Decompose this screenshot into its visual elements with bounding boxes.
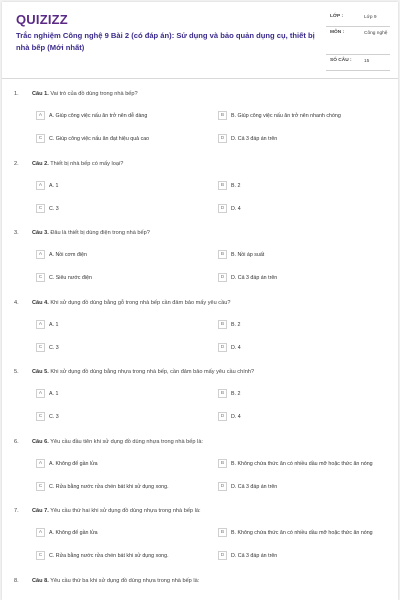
- question-item: [2, 230, 398, 294]
- option-text: A. Không để gần lửa: [49, 460, 98, 467]
- option-text: D. 4: [231, 344, 241, 351]
- option-text: B. 2: [231, 391, 241, 397]
- meta-row-count: [326, 56, 390, 71]
- option-text: C. 3: [49, 205, 59, 212]
- option-text: A. 1: [49, 321, 59, 328]
- option-text: B. Không chứa thức ăn có nhiều dầu mỡ hoặc thức ăn nóng: [231, 530, 373, 536]
- question-number: 7.: [14, 508, 19, 514]
- question-item: [2, 161, 398, 225]
- question-label: Câu 8.: [32, 577, 49, 584]
- option-text: D. Cả 3 đáp án trên: [231, 136, 278, 142]
- option-text: A. Không để gần lửa: [49, 530, 98, 536]
- option-letter-box[interactable]: A: [36, 111, 45, 120]
- option-letter-box[interactable]: C: [36, 482, 45, 491]
- option-letter-box[interactable]: B: [218, 459, 227, 468]
- option-letter-box[interactable]: D: [218, 273, 227, 282]
- option-letter-box[interactable]: A: [36, 459, 45, 468]
- worksheet-title: Trắc nghiệm Công nghệ 9 Bài 2 (có đáp án): Sử dụng và bảo quản dụng cụ, thiết bị nhà bếp (Mới nhất): [16, 31, 315, 52]
- question-item: [2, 578, 398, 600]
- question-text: [32, 161, 372, 167]
- meta-info-box: [326, 10, 390, 74]
- question-text: [32, 300, 372, 306]
- option-letter-box[interactable]: C: [36, 412, 45, 421]
- question-label: Câu 3.: [32, 230, 49, 236]
- option-text: D. Cả 3 đáp án trên: [231, 483, 278, 490]
- option-letter-box[interactable]: C: [36, 134, 45, 143]
- option-letter-box[interactable]: B: [218, 111, 227, 120]
- option-text: B. 2: [231, 321, 241, 328]
- option-letter-box[interactable]: D: [218, 412, 227, 421]
- question-label: Câu 7.: [32, 508, 49, 514]
- question-label: Câu 2.: [32, 160, 49, 167]
- option-letter-box[interactable]: B: [218, 389, 227, 398]
- meta-row-subject: [326, 28, 390, 55]
- question-text: [32, 439, 372, 445]
- option-letter-box[interactable]: D: [218, 482, 227, 491]
- question-number: 8.: [14, 577, 19, 584]
- question-body: Yêu cầu đầu tiên khi sử dụng đồ dùng nhựa trong nhà bếp là:: [48, 438, 203, 445]
- worksheet-page: [2, 2, 398, 600]
- option-text: D. Cả 3 đáp án trên: [231, 553, 278, 559]
- question-text: [32, 369, 372, 375]
- option-letter-box[interactable]: D: [218, 343, 227, 352]
- question-body: Khi sử dụng đồ dùng bằng gỗ trong nhà bếp cần đảm bảo mấy yêu cầu?: [48, 299, 231, 306]
- question-item: [2, 369, 398, 433]
- option-text: B. Không chứa thức ăn có nhiều dầu mỡ hoặc thức ăn nóng: [231, 460, 373, 467]
- meta-value: Công nghệ: [364, 31, 388, 36]
- option-letter-box[interactable]: A: [36, 250, 45, 259]
- question-number: 1.: [14, 91, 19, 97]
- option-letter-box[interactable]: B: [218, 250, 227, 259]
- option-text: C. 3: [49, 344, 59, 351]
- option-letter-box[interactable]: D: [218, 134, 227, 143]
- question-item: [2, 508, 398, 572]
- question-text: [32, 578, 372, 584]
- question-text: [32, 91, 372, 97]
- option-letter-box[interactable]: A: [36, 389, 45, 398]
- meta-value: 15: [364, 59, 370, 64]
- option-letter-box[interactable]: A: [36, 528, 45, 537]
- option-text: B. Nồi áp suất: [231, 252, 265, 258]
- meta-key: LỚP :: [330, 14, 344, 19]
- question-label: Câu 5.: [32, 369, 49, 375]
- option-text: A. Giúp công việc nấu ăn trở nên dễ dàng: [49, 113, 148, 119]
- question-number: 4.: [14, 299, 19, 306]
- option-letter-box[interactable]: B: [218, 320, 227, 329]
- option-text: A. Nồi cơm điện: [49, 252, 87, 258]
- question-label: Câu 1.: [32, 91, 49, 97]
- option-letter-box[interactable]: A: [36, 181, 45, 190]
- option-text: D. Cả 3 đáp án trên: [231, 275, 278, 281]
- meta-key: MÔN :: [330, 30, 345, 35]
- question-body: Khi sử dụng đồ dùng bằng nhựa trong nhà bếp, cần đảm bảo mấy yêu cầu chính?: [48, 369, 255, 375]
- question-body: Thiết bị nhà bếp có mấy loại?: [48, 160, 124, 167]
- option-text: B. 2: [231, 182, 241, 189]
- question-label: Câu 6.: [32, 438, 49, 445]
- option-letter-box[interactable]: D: [218, 204, 227, 213]
- option-letter-box[interactable]: B: [218, 528, 227, 537]
- option-letter-box[interactable]: D: [218, 551, 227, 560]
- question-number: 2.: [14, 160, 19, 167]
- option-text: A. 1: [49, 391, 59, 397]
- option-text: C. 3: [49, 414, 59, 420]
- question-item: [2, 91, 398, 155]
- option-text: B. Giúp công việc nấu ăn trở nên nhanh chóng: [231, 113, 341, 119]
- option-text: D. 4: [231, 414, 241, 420]
- question-body: Yêu cầu thứ hai khi sử dụng đồ dùng nhựa trong nhà bếp là:: [48, 508, 201, 514]
- option-letter-box[interactable]: C: [36, 273, 45, 282]
- option-letter-box[interactable]: C: [36, 551, 45, 560]
- option-letter-box[interactable]: A: [36, 320, 45, 329]
- question-body: Vai trò của đồ dùng trong nhà bếp?: [48, 91, 138, 97]
- meta-key: SỐ CÂU :: [330, 58, 352, 63]
- worksheet-header: [2, 2, 398, 79]
- option-letter-box[interactable]: C: [36, 204, 45, 213]
- question-text: [32, 230, 372, 236]
- option-letter-box[interactable]: C: [36, 343, 45, 352]
- option-letter-box[interactable]: B: [218, 181, 227, 190]
- meta-value: Lớp 9: [364, 15, 377, 20]
- question-label: Câu 4.: [32, 299, 49, 306]
- question-text: [32, 508, 372, 514]
- question-body: Yêu cầu thứ ba khi sử dụng đồ dùng nhựa trong nhà bếp là:: [48, 577, 200, 584]
- question-item: [2, 300, 398, 364]
- option-text: A. 1: [49, 182, 59, 189]
- question-item: [2, 439, 398, 503]
- meta-row-class: [326, 12, 390, 27]
- option-text: C. Rửa bằng nước rửa chén bát khi sử dụng xong.: [49, 483, 169, 490]
- question-body: Đâu là thiết bị dùng điện trong nhà bếp?: [48, 230, 150, 236]
- option-text: C. Giúp công việc nấu ăn đạt hiệu quả cao: [49, 136, 150, 142]
- question-number: 5.: [14, 369, 19, 375]
- option-text: D. 4: [231, 205, 241, 212]
- option-text: C. Siêu nước điện: [49, 275, 92, 281]
- question-number: 6.: [14, 438, 19, 445]
- option-text: C. Rửa bằng nước rửa chén bát khi sử dụng xong.: [49, 553, 169, 559]
- question-number: 3.: [14, 230, 19, 236]
- quizizz-logo: QUIZIZZ: [16, 12, 68, 27]
